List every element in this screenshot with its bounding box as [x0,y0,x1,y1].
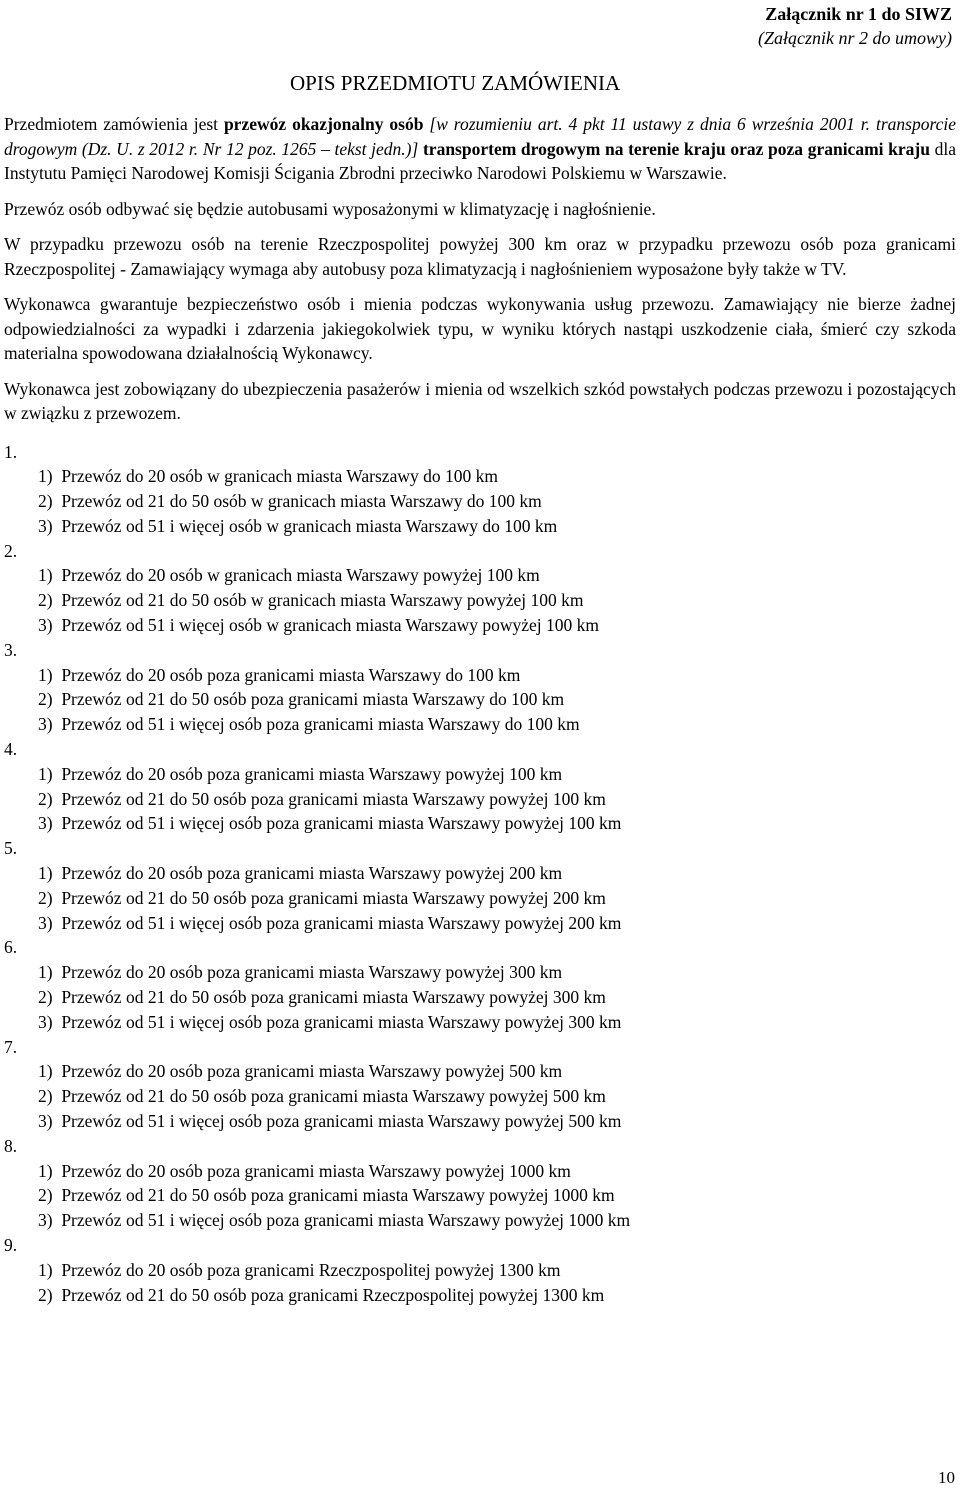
group-number: 1. [4,441,18,462]
intro-text-italic: [w rozumieniu art. 4 pkt 11 ustawy z dnia 6 września 2001 r. transporcie drogowym (Dz. U. z 2012 r. Nr 12 poz. 1265 – tekst jedn.)] [4,114,957,159]
list-item: 1) Przewóz do 20 osób w granicach miasta Warszawy powyżej 100 km [38,565,540,586]
intro-text-bold-2: transportem drogowym na terenie kraju oraz poza granicami kraju [418,138,930,159]
document-body [4,112,956,1307]
list-item: 2) Przewóz od 21 do 50 osób poza granicami Rzeczpospolitej powyżej 1300 km [38,1284,605,1305]
intro-text-bold-1: przewóz okazjonalny osób [223,114,424,134]
list-item: 2) Przewóz od 21 do 50 osób poza granicami miasta Warszawy powyżej 500 km [38,1086,606,1107]
list-item: 3) Przewóz od 51 i więcej osób poza granicami miasta Warszawy powyżej 1000 km [38,1210,631,1231]
intro-text-2: dla Instytutu Pamięci Narodowej Komisji Ścigania Zbrodni przeciwko Narodowi Polskiemu w Warszawie. [4,138,956,183]
list-item: 3) Przewóz od 51 i więcej osób poza granicami miasta Warszawy powyżej 200 km [38,912,622,933]
page-number: 10 [938,1468,955,1487]
intro-text-1: Przedmiotem zamówienia jest [4,114,224,134]
list-item: 2) Przewóz od 21 do 50 osób poza granicami miasta Warszawy powyżej 300 km [38,987,606,1008]
list-item: 3) Przewóz od 51 i więcej osób w granicach miasta Warszawy do 100 km [38,515,558,536]
list-item: 2) Przewóz od 21 do 50 osób w granicach miasta Warszawy do 100 km [38,491,542,512]
group-number: 8. [4,1135,18,1156]
document-header [758,2,952,50]
transport-groups-list [4,440,956,1308]
group-number: 4. [4,739,18,760]
list-item: 1) Przewóz do 20 osób poza granicami miasta Warszawy powyżej 300 km [38,962,563,983]
list-item: 2) Przewóz od 21 do 50 osób w granicach miasta Warszawy powyżej 100 km [38,590,584,611]
list-item: 3) Przewóz od 51 i więcej osób poza granicami miasta Warszawy powyżej 500 km [38,1111,622,1132]
list-item: 1) Przewóz do 20 osób w granicach miasta Warszawy do 100 km [38,466,498,487]
list-item: 2) Przewóz od 21 do 50 osób poza granicami miasta Warszawy powyżej 200 km [38,887,606,908]
list-item: 1) Przewóz do 20 osób poza granicami miasta Warszawy powyżej 1000 km [38,1160,571,1181]
list-item: 1) Przewóz do 20 osób poza granicami Rzeczpospolitej powyżej 1300 km [38,1259,561,1280]
annex-sublabel: (Załącznik nr 2 do umowy) [758,28,952,48]
list-item: 3) Przewóz od 51 i więcej osób w granicach miasta Warszawy powyżej 100 km [38,615,600,636]
list-item: 3) Przewóz od 51 i więcej osób poza granicami miasta Warszawy do 100 km [38,714,580,735]
group-number: 6. [4,937,18,958]
group-number: 2. [4,540,18,561]
list-item: 3) Przewóz od 51 i więcej osób poza granicami miasta Warszawy powyżej 100 km [38,813,622,834]
group-number: 7. [4,1036,18,1057]
annex-label: Załącznik nr 1 do SIWZ [765,4,952,24]
list-item: 1) Przewóz do 20 osób poza granicami miasta Warszawy powyżej 200 km [38,863,563,884]
paragraph-tv-requirement: W przypadku przewozu osób na terenie Rzeczpospolitej powyżej 300 km oraz w przypadku przewozu osób poza granicami Rzeczpospolitej - Zamawiający wymaga aby autobusy poza klimatyzacją i nagłośnieniem wyposażone były także w TV. [4,234,956,279]
paragraph-insurance: Wykonawca jest zobowiązany do ubezpieczenia pasażerów i mienia od wszelkich szkód powstałych podczas przewozu i pozostających w związku z przewozem. [4,378,956,423]
list-item: 1) Przewóz do 20 osób poza granicami miasta Warszawy do 100 km [38,664,521,685]
intro-paragraph [4,112,956,186]
paragraph-air-conditioning: Przewóz osób odbywać się będzie autobusami wyposażonymi w klimatyzację i nagłośnienie. [4,198,656,219]
group-number: 5. [4,838,18,859]
list-item: 2) Przewóz od 21 do 50 osób poza granicami miasta Warszawy powyżej 1000 km [38,1185,615,1206]
list-item: 1) Przewóz do 20 osób poza granicami miasta Warszawy powyżej 100 km [38,763,563,784]
page-title: OPIS PRZEDMIOTU ZAMÓWIENIA [290,71,621,95]
list-item: 1) Przewóz do 20 osób poza granicami miasta Warszawy powyżej 500 km [38,1061,563,1082]
list-item: 3) Przewóz od 51 i więcej osób poza granicami miasta Warszawy powyżej 300 km [38,1011,622,1032]
paragraph-safety: Wykonawca gwarantuje bezpieczeństwo osób i mienia podczas wykonywania usług przewozu. Zamawiający nie bierze żadnej odpowiedzialności za wypadki i zdarzenia jakiegokolwiek typu, w wyniku których nastąpi uszkodzenie ciała, śmierć czy szkoda materialna spowodowana działalnością Wykonawcy. [4,294,956,363]
list-item: 2) Przewóz od 21 do 50 osób poza granicami miasta Warszawy powyżej 100 km [38,788,606,809]
group-number: 9. [4,1235,18,1255]
group-number: 3. [4,639,18,660]
list-item: 2) Przewóz od 21 do 50 osób poza granicami miasta Warszawy do 100 km [38,689,565,710]
